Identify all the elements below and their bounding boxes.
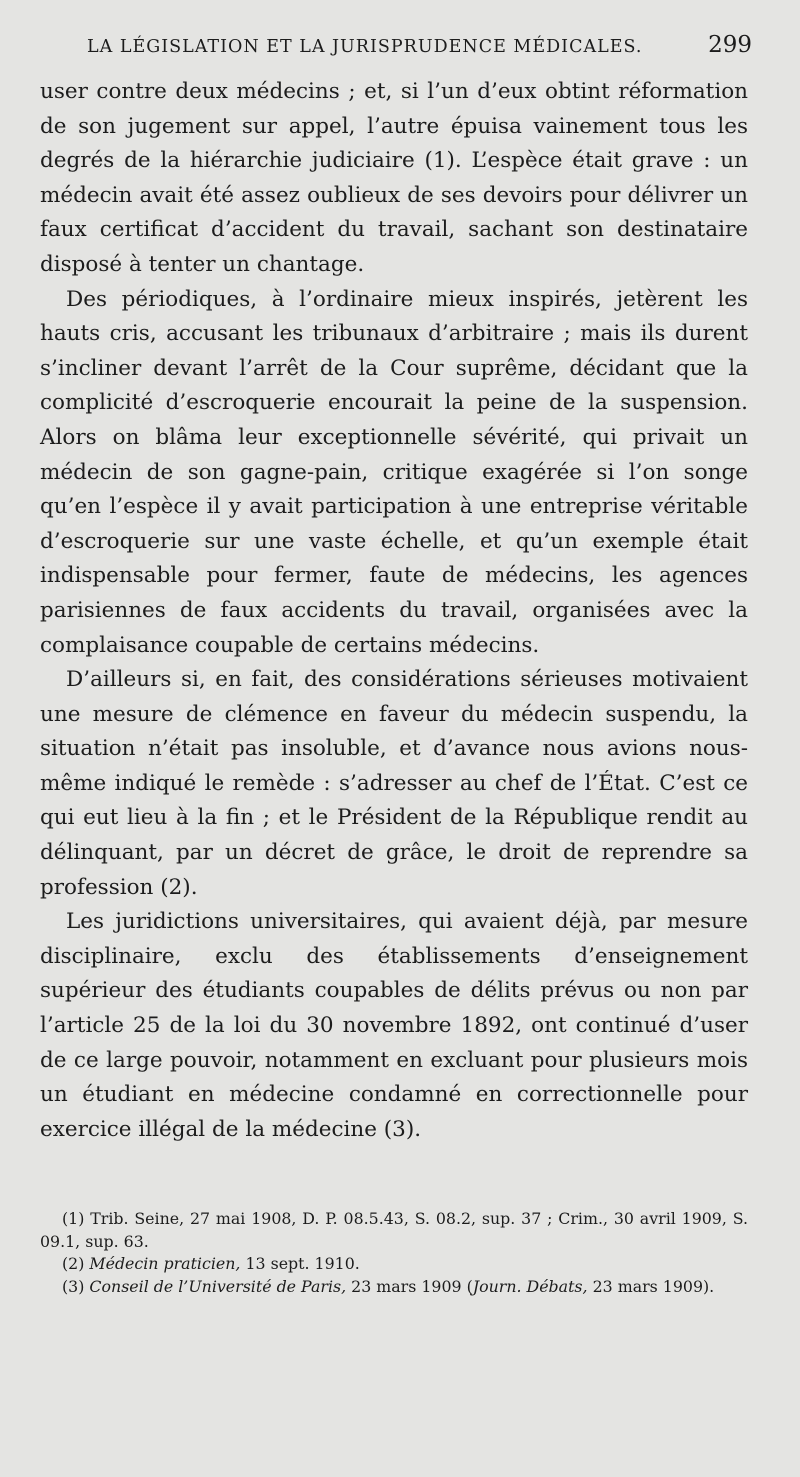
footnote-3: [40, 1276, 748, 1299]
page-number: 299: [708, 32, 752, 58]
paragraph-1: user contre deux médecins ; et, si l’un d’eux obtint réformation de son jugement sur appel, l’autre épuisa vainement tous les degrés de la hiérarchie judiciaire (1). L’espèce était grave : un médecin avait été assez oublieux de ses devoirs pour délivrer un faux certificat d’accident du travail, sachant son destinataire disposé à tenter un chantage.: [40, 79, 748, 277]
footnote-3-journal: Journ. Débats,: [472, 1276, 588, 1296]
footnote-3-end: 23 mars 1909).: [592, 1276, 715, 1296]
footnote-3-title: Conseil de l’Université de Paris,: [89, 1276, 347, 1296]
footnote-2-number: (2): [62, 1254, 85, 1273]
footnote-2: [40, 1253, 748, 1276]
running-title: LA LÉGISLATION ET LA JURISPRUDENCE MÉDICALES.: [87, 37, 643, 57]
paragraph-4: Les juridictions universitaires, qui avaient déjà, par mesure disciplinaire, exclu des établissements d’enseignement supérieur des étudiants coupables de délits prévus ou non par l’article 25 de la loi du 30 novembre 1892, ont continué d’user de ce large pouvoir, notamment en excluant pour plusieurs mois un étudiant en médecine condamné en correctionnelle pour exercice illégal de la médecine (3).: [40, 909, 748, 1142]
running-header: [87, 32, 752, 58]
footnote-2-title: Médecin praticien,: [89, 1254, 241, 1273]
footnote-3-number: (3): [62, 1276, 85, 1296]
footnote-2-date: 13 sept. 1910.: [245, 1254, 360, 1273]
paragraph-3: D’ailleurs si, en fait, des considérations sérieuses motivaient une mesure de clémence en faveur du médecin suspendu, la situation n’était pas insoluble, et d’avance nous avions nous-même indiqué le remède : s’adresser au chef de l’État. C’est ce qui eut lieu à la fin ; et le Président de la République rendit au délinquant, par un décret de grâce, le droit de reprendre sa profession (2).: [40, 667, 748, 900]
footnote-1: (1) Trib. Seine, 27 mai 1908, D. P. 08.5.43, S. 08.2, sup. 37 ; Crim., 30 avril 1909, S. 09.1, sup. 63.: [40, 1209, 748, 1251]
paragraph-2: Des périodiques, à l’ordinaire mieux inspirés, jetèrent les hauts cris, accusant les tribunaux d’arbitraire ; mais ils durent s’incliner devant l’arrêt de la Cour suprême, décidant que la complicité d’escroquerie encourait la peine de la suspension. Alors on blâma leur exceptionnelle sévérité, qui privait un médecin de son gagne-pain, critique exagérée si l’on songe qu’en l’espèce il y avait participation à une entreprise véritable d’escroquerie sur une vaste échelle, et qu’un exemple était indispensable pour fermer, faute de médecins, les agences parisiennes de faux accidents du travail, organisées avec la complaisance coupable de certains médecins.: [40, 286, 748, 658]
footnotes: [40, 1208, 748, 1298]
footnote-3-date: 23 mars 1909 (: [351, 1276, 473, 1296]
body-text: [40, 75, 748, 1147]
